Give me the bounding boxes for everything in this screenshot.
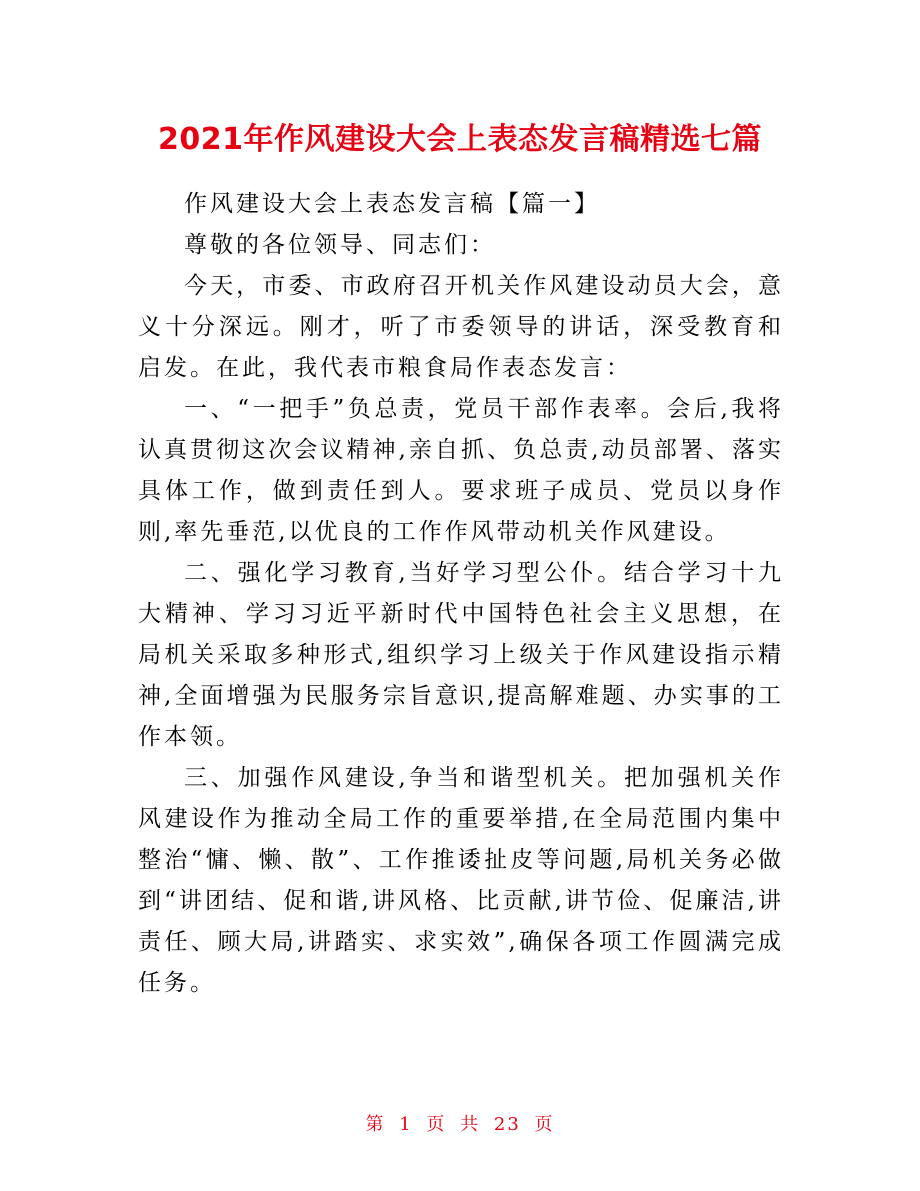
paragraph-intro: 今天，市委、市政府召开机关作风建设动员大会，意义十分深远。刚才，听了市委领导的讲话，深受教育和启发。在此，我代表市粮食局作表态发言： <box>138 273 784 381</box>
footer-total-pages: 23 <box>493 1114 521 1135</box>
paragraph-salutation: 尊敬的各位领导、同志们： <box>184 232 496 258</box>
paragraph-heading: 作风建设大会上表态发言稿【篇一】 <box>184 191 600 217</box>
footer-suffix: 页 <box>534 1114 555 1135</box>
footer-prefix: 第 <box>365 1114 386 1135</box>
paragraph-point-1: 一、“一把手”负总责，党员干部作表率。会后,我将认真贯彻这次会议精神,亲自抓、负总责,动员部署、落实具体工作，做到责任到人。要求班子成员、党员以身作则,率先垂范,以优良的工作作风带动机关作风建设。 <box>138 396 784 545</box>
document-body <box>138 184 784 1004</box>
paragraph-point-2: 二、强化学习教育,当好学习型公仆。结合学习十九大精神、学习习近平新时代中国特色社会主义思想，在局机关采取多种形式,组织学习上级关于作风建设指示精神,全面增强为民服务宗旨意识,提高解难题、办实事的工作本领。 <box>138 560 784 750</box>
page-footer <box>0 1113 920 1137</box>
footer-page-word: 页 <box>426 1114 447 1135</box>
paragraph-point-3: 三、加强作风建设,争当和谐型机关。把加强机关作风建设作为推动全局工作的重要举措,在全局范围内集中整治“慵、懒、散”、工作推诿扯皮等问题,局机关务必做到“讲团结、促和谐,讲风格、比贡献,讲节俭、促廉洁,讲责任、顾大局,讲踏实、求实效”,确保各项工作圆满完成任务。 <box>138 765 784 996</box>
document-title: 2021年作风建设大会上表态发言稿精选七篇 <box>158 122 762 157</box>
footer-total-prefix: 共 <box>460 1114 481 1135</box>
footer-current-page: 1 <box>399 1114 413 1135</box>
